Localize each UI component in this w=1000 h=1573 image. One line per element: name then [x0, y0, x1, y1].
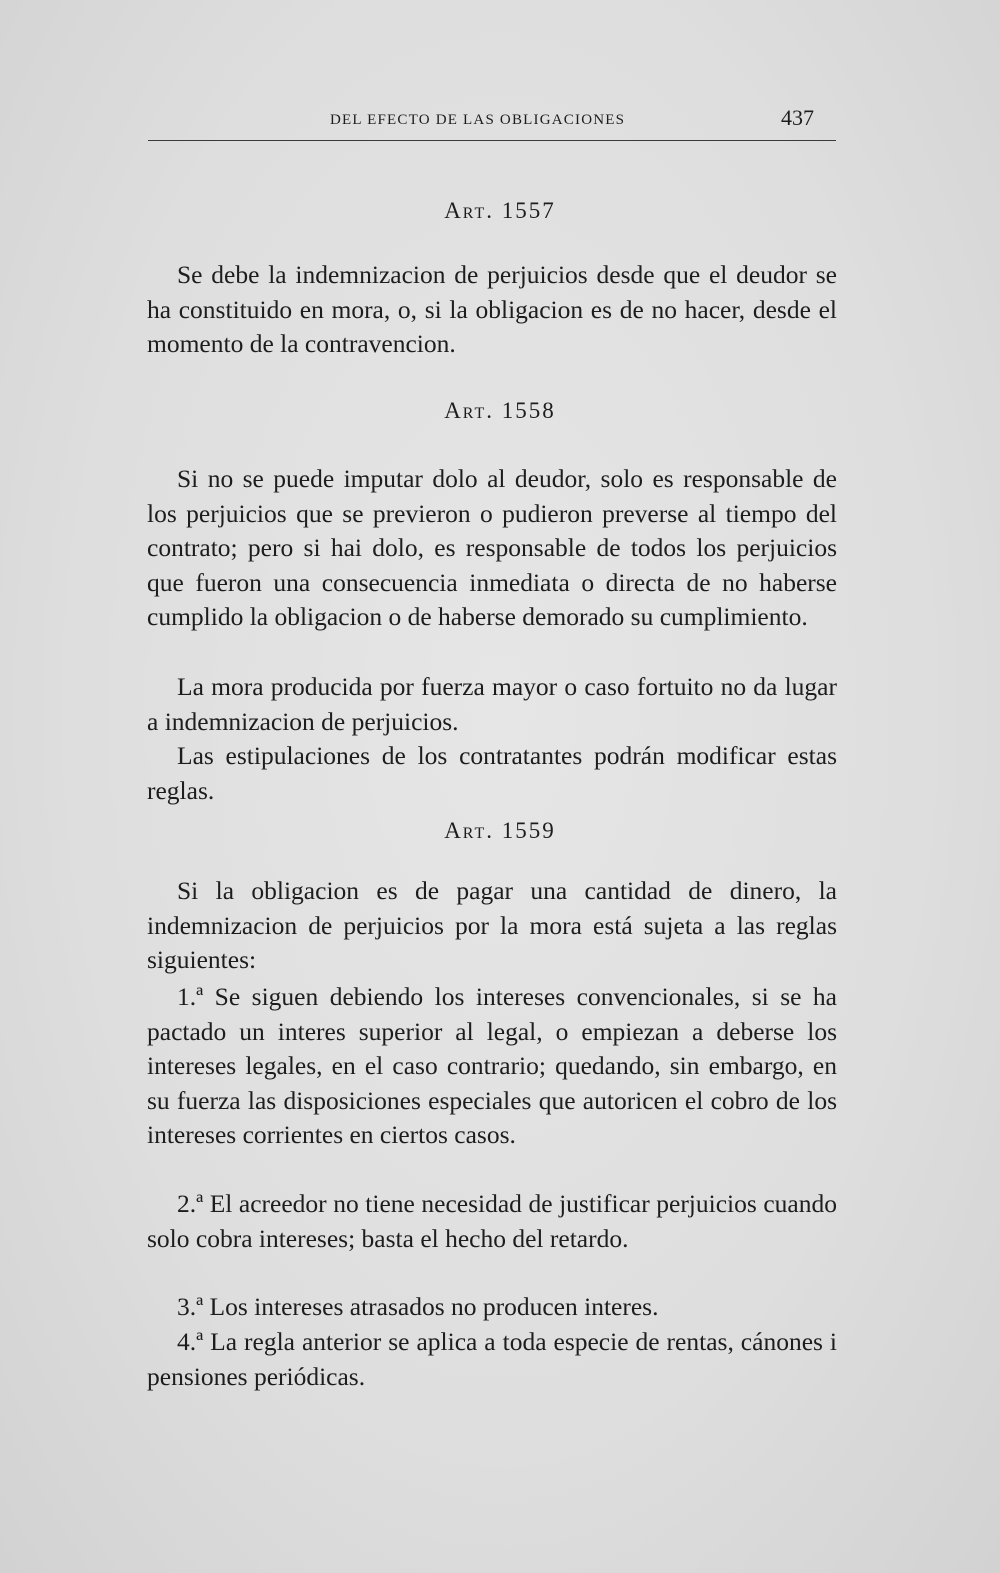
article-1559-rule-4: 4.ª La regla anterior se aplica a toda especie de rentas, cánones i pensiones periódicas.	[147, 1327, 837, 1391]
article-heading-text: Art. 1557	[444, 198, 556, 223]
article-1559-rule-1: 1.ª Se siguen debiendo los intereses convencionales, si se ha pactado un interes superior al legal, o empiezan a deberse los intereses legales, en el caso contrario; quedando, sin embargo, en su fuerza las disposiciones especiales que autoricen el cobro de los intereses corrientes en ciertos casos.	[147, 982, 837, 1150]
article-heading-text: Art. 1558	[444, 398, 556, 423]
article-1559-paragraph-1: Si la obligacion es de pagar una cantidad de dinero, la indemnizacion de perjuicios por la mora está sujeta a las reglas siguientes:	[147, 876, 837, 975]
article-1558-paragraph-3: Las estipulaciones de los contratantes podrán modificar estas reglas.	[147, 741, 837, 805]
article-heading-1559	[0, 818, 1000, 844]
article-heading-1557	[0, 198, 1000, 224]
article-heading-text: Art. 1559	[444, 818, 556, 843]
article-1559-rule-3: 3.ª Los intereses atrasados no producen interes.	[177, 1292, 659, 1321]
running-header	[148, 104, 836, 141]
page-number: 437	[781, 105, 814, 130]
article-1559-rule-2: 2.ª El acreedor no tiene necesidad de justificar perjuicios cuando solo cobra intereses; basta el hecho del retardo.	[147, 1189, 837, 1253]
running-title: DEL EFECTO DE LAS OBLIGACIONES	[330, 112, 626, 128]
article-heading-1558	[0, 398, 1000, 424]
article-1558-paragraph-2: La mora producida por fuerza mayor o caso fortuito no da lugar a indemnizacion de perjuicios.	[147, 672, 837, 736]
article-1557-paragraph-1: Se debe la indemnizacion de perjuicios desde que el deudor se ha constituido en mora, o, si la obligacion es de no hacer, desde el momento de la contravencion.	[147, 260, 837, 359]
article-1558-paragraph-1: Si no se puede imputar dolo al deudor, solo es responsable de los perjuicios que se previeron o pudieron preverse al tiempo del contrato; pero si hai dolo, es responsable de todos los perjuicios que fueron una consecuencia inmediata o directa de no haberse cumplido la obligacion o de haberse demorado su cumplimiento.	[147, 464, 837, 632]
